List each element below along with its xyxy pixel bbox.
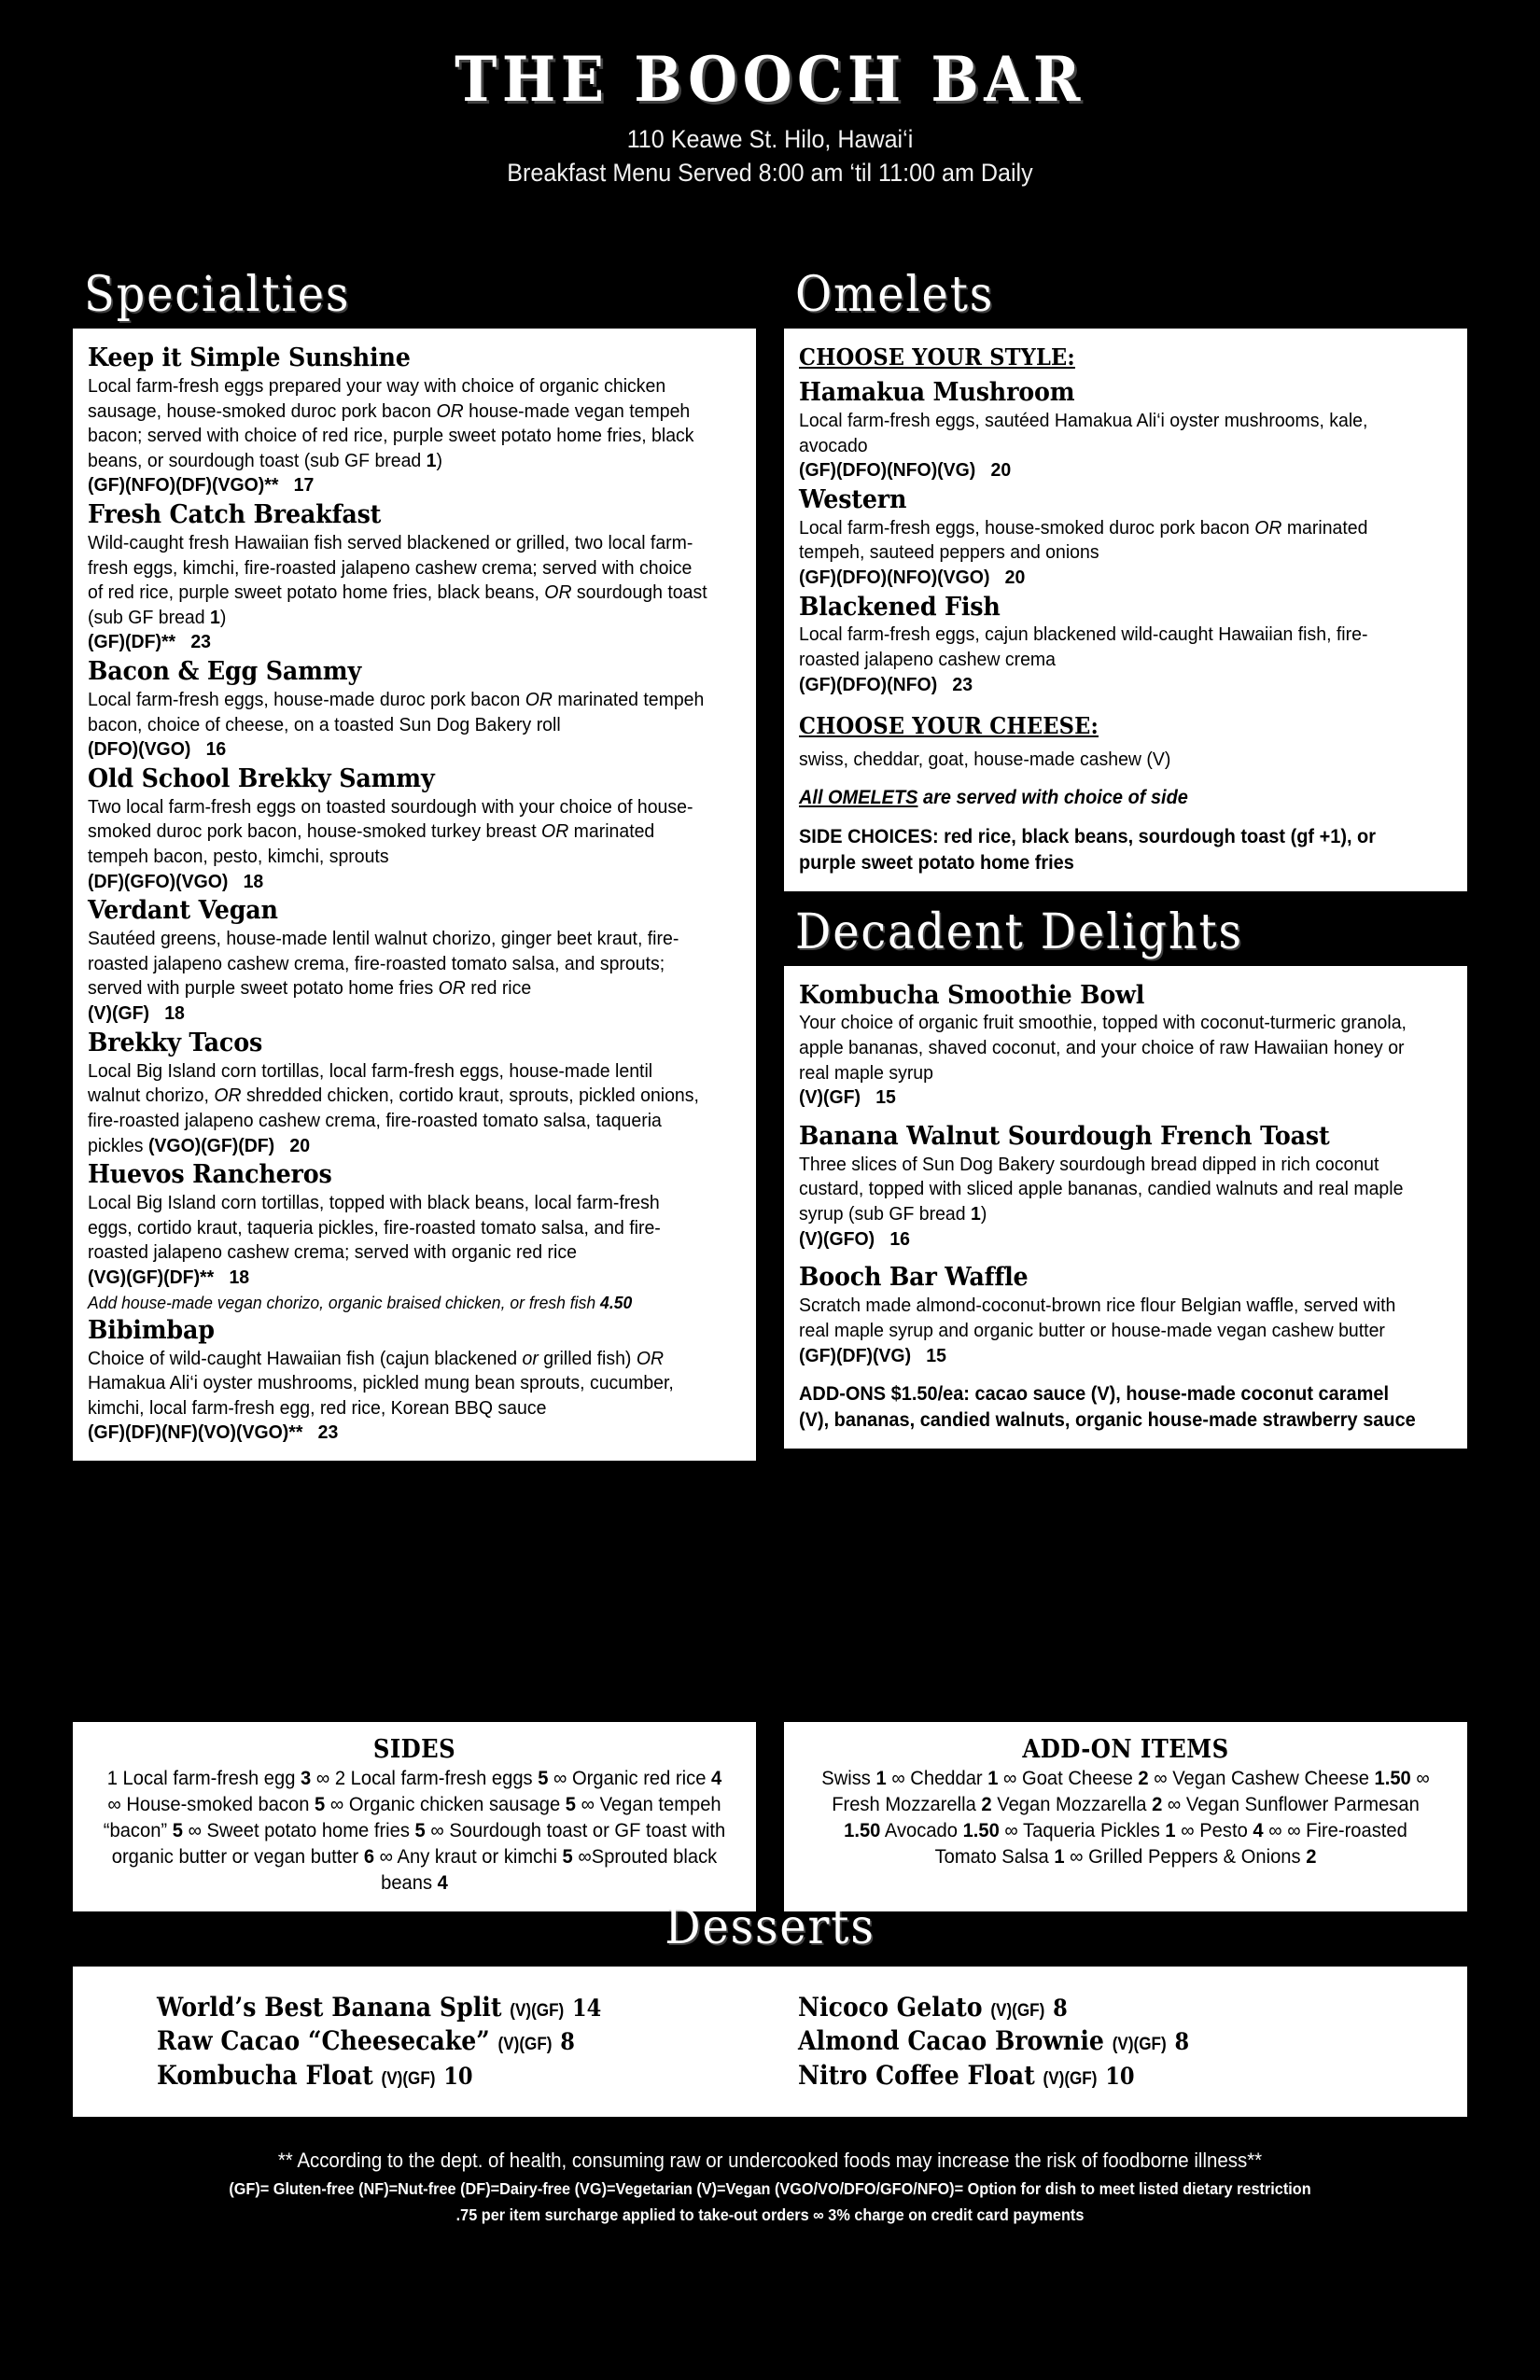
dessert-item-price: 8 [560, 2028, 575, 2056]
dessert-item [798, 2059, 1400, 2093]
menu-item [88, 1160, 741, 1313]
menu-item-tags-and-price: (DF)(GFO)(VGO) 18 [88, 870, 264, 892]
dessert-item-tags: (V)(GF) [1043, 2068, 1098, 2089]
footer-surcharge: .75 per item surcharge applied to take-out orders ∞ 3% charge on credit card payments [455, 2205, 1085, 2224]
menu-item [799, 378, 1452, 483]
menu-item [88, 764, 741, 894]
dessert-item-price: 14 [571, 1995, 602, 2022]
menu-item [88, 1029, 741, 1158]
menu-item-tags-and-price: (GF)(DF)** 23 [88, 631, 212, 653]
menu-item-description: Local farm-fresh eggs prepared your way with choice of organic chicken sausage, house-smoked duroc pork bacon OR house-made vegan tempeh bacon; served with choice of red rice, purple sweet potato home fries, black beans, or sourdough toast (sub GF bread 1) [88, 374, 694, 471]
desserts-section [0, 1899, 1540, 2117]
omelets-panel [784, 329, 1467, 891]
menu-item-name: Huevos Rancheros [88, 1160, 332, 1190]
dessert-item-price: 8 [1174, 2028, 1190, 2056]
menu-item [88, 896, 741, 1026]
choose-your-style-heading: CHOOSE YOUR STYLE: [799, 343, 1075, 371]
decadent-delights-panel [784, 966, 1467, 1449]
menu-item-tags: (VGO)(GF)(DF) [147, 1134, 275, 1156]
dessert-item-tags: (V)(GF) [381, 2068, 436, 2089]
menu-item [799, 1122, 1452, 1252]
dessert-item-name: Almond Cacao Brownie [798, 2025, 1104, 2057]
menu-item [799, 593, 1452, 698]
spacer [799, 772, 1452, 785]
section-title-omelets: Omelets [795, 267, 995, 323]
section-title-decadent-delights: Decadent Delights [795, 903, 1243, 960]
addon-items-box-body: Swiss 1 ∞ Cheddar 1 ∞ Goat Cheese 2 ∞ Vegan Cashew Cheese 1.50 ∞ Fresh Mozzarella 2 Vegan Mozzarella 2 ∞ Vegan Sunflower Parmesan 1.50 Avocado 1.50 ∞ Taqueria Pickles 1 ∞ Pesto 4 ∞ ∞ Fire-roasted Tomato Salsa 1 ∞ Grilled Peppers & Onions 2 [821, 1768, 1430, 1868]
dessert-item-tags: (V)(GF) [1112, 2035, 1167, 2055]
menu-item-description: Local farm-fresh eggs, cajun blackened wild-caught Hawaiian fish, fire-roasted jalapeno cashew crema [799, 623, 1368, 671]
menu-item [799, 485, 1452, 591]
desserts-right-column [770, 1991, 1467, 2093]
dessert-item [798, 1991, 1400, 2024]
menu-item-tags-and-price: (V)(GF) 15 [799, 1086, 896, 1109]
section-title-specialties: Specialties [84, 267, 351, 323]
menu-item-description: Local Big Island corn tortillas, local farm-fresh eggs, house-made lentil walnut chorizo, OR shredded chicken, cortido kraut, sprouts, pickled onions, fire-roasted jalapeno cashew crema, fire-roasted tomato salsa, taqueria pickles (VGO)(GF)(DF) 20 [88, 1059, 699, 1156]
menu-item-name: Western [799, 484, 907, 514]
menu-item-tags-and-price: (GF)(DF)(VG) 15 [799, 1344, 946, 1366]
dessert-item-tags: (V)(GF) [510, 2001, 565, 2021]
menu-footer [0, 2145, 1540, 2228]
menu-item-description: Choice of wild-caught Hawaiian fish (cajun blackened or grilled fish) OR Hamakua Ali‘i oyster mushrooms, pickled mung bean sprouts, cucumber, kimchi, local farm-fresh egg, red rice, Korean BBQ sauce [88, 1347, 674, 1419]
menu-item-description: Scratch made almond-coconut-brown rice flour Belgian waffle, served with real maple syrup and organic butter or house-made vegan cashew butter [799, 1295, 1396, 1341]
column-left [73, 267, 756, 1461]
bottom-boxes-row [73, 1722, 1467, 1911]
spacer [799, 697, 1452, 710]
addon-items-box-title: ADD-ON ITEMS [1022, 1735, 1229, 1764]
menu-item-name: Hamakua Mushroom [799, 378, 1075, 407]
dessert-item [157, 2059, 708, 2093]
dessert-item-name: World’s Best Banana Split [157, 1992, 502, 2023]
menu-item-name: Bibimbap [88, 1315, 215, 1345]
menu-item-price: 20 [289, 1134, 311, 1156]
omelets-item-list [799, 378, 1452, 697]
specialties-panel [73, 329, 756, 1461]
spacer [799, 1368, 1452, 1381]
sides-box [73, 1722, 756, 1911]
dessert-item-tags: (V)(GF) [990, 2001, 1045, 2021]
dessert-item-price: 8 [1053, 1995, 1068, 2022]
menu-item-name: Brekky Tacos [88, 1028, 263, 1057]
menu-item-tags-and-price: (V)(GFO) 16 [799, 1227, 911, 1250]
menu-item-name: Keep it Simple Sunshine [88, 343, 411, 372]
omelets-side-choices: SIDE CHOICES: red rice, black beans, sourdough toast (gf +1), or purple sweet potato home fries [799, 826, 1377, 874]
choose-your-cheese-heading: CHOOSE YOUR CHEESE: [799, 712, 1099, 740]
specialties-item-list [88, 343, 741, 1446]
decadent-item-list [799, 981, 1452, 1369]
section-title-desserts: Desserts [665, 1899, 875, 1955]
dessert-item-price: 10 [1105, 2062, 1135, 2090]
menu-item-name: Kombucha Smoothie Bowl [799, 980, 1145, 1010]
dessert-item-name: Kombucha Float [157, 2059, 373, 2091]
dessert-item-tags: (V)(GF) [497, 2035, 553, 2055]
dessert-item-name: Raw Cacao “Cheesecake” [157, 2025, 490, 2057]
menu-header [0, 0, 1540, 189]
menu-item-name: Bacon & Egg Sammy [88, 657, 362, 687]
menu-item-name: Blackened Fish [799, 592, 1001, 622]
menu-columns [73, 267, 1467, 1461]
menu-item-name: Banana Walnut Sourdough French Toast [799, 1121, 1330, 1151]
page-title: THE BOOCH BAR [455, 43, 1085, 116]
dessert-item [157, 1991, 708, 2024]
dessert-item [798, 2024, 1400, 2058]
dessert-item [157, 2024, 708, 2058]
menu-item [799, 981, 1452, 1111]
menu-item-name: Verdant Vegan [88, 896, 278, 926]
address-line: 110 Keawe St. Hilo, Hawai‘i [626, 125, 914, 153]
menu-item-tags-and-price: (VG)(GF)(DF)** 18 [88, 1266, 250, 1288]
menu-item-tags-and-price: (DFO)(VGO) 16 [88, 738, 227, 761]
menu-item [88, 500, 741, 655]
menu-item-description: Local farm-fresh eggs, house-made duroc pork bacon OR marinated tempeh bacon, choice of cheese, on a toasted Sun Dog Bakery roll [88, 688, 705, 735]
addon-items-box [784, 1722, 1467, 1911]
menu-item-tags-and-price: (GF)(DFO)(NFO) 23 [799, 673, 973, 695]
menu-item-description: Sautéed greens, house-made lentil walnut chorizo, ginger beet kraut, fire-roasted jalapeno cashew crema, fire-roasted tomato salsa, and sprouts; served with purple sweet potato home fries OR red rice [88, 928, 679, 1000]
menu-item-description: Local farm-fresh eggs, sautéed Hamakua Ali‘i oyster mushrooms, kale, avocado [799, 409, 1368, 456]
menu-item-description: Your choice of organic fruit smoothie, topped with coconut-turmeric granola, apple bananas, shaved coconut, and your choice of raw Hawaiian honey or real maple syrup [799, 1012, 1407, 1084]
column-right [784, 267, 1467, 1449]
menu-item-description: Local Big Island corn tortillas, topped with black beans, local farm-fresh eggs, cortido kraut, taqueria pickles, fire-roasted tomato salsa, and fire-roasted jalapeno cashew crema; served with organic red rice [88, 1192, 661, 1264]
menu-item-tags-and-price: (V)(GF) 18 [88, 1002, 185, 1025]
menu-item-description: Three slices of Sun Dog Bakery sourdough bread dipped in rich coconut custard, topped with sliced apple bananas, candied walnuts and real maple syrup (sub GF bread 1) [799, 1153, 1404, 1225]
decadent-addons-note: ADD-ONS $1.50/ea: cacao sauce (V), house-made coconut caramel (V), bananas, candied walnuts, organic house-made strawberry sauce [799, 1383, 1416, 1431]
menu-item-tags-and-price: (GF)(DF)(NF)(VO)(VGO)** 23 [88, 1421, 339, 1444]
dessert-item-name: Nicoco Gelato [798, 1992, 983, 2023]
menu-item-tags-and-price: (GF)(DFO)(NFO)(VGO) 20 [799, 566, 1026, 588]
menu-item [88, 657, 741, 763]
spacer [799, 811, 1452, 824]
cheese-options: swiss, cheddar, goat, house-made cashew (V) [799, 749, 1171, 771]
sides-box-title: SIDES [372, 1735, 456, 1764]
desserts-panel [73, 1967, 1467, 2117]
menu-item-note: Add house-made vegan chorizo, organic braised chicken, or fresh fish 4.50 [88, 1292, 633, 1312]
menu-item [88, 1316, 741, 1446]
menu-item-name: Old School Brekky Sammy [88, 763, 435, 793]
omelets-served-with-note: All OMELETS are served with choice of side [799, 787, 1188, 809]
menu-item-description: Local farm-fresh eggs, house-smoked duroc pork bacon OR marinated tempeh, sauteed peppers and onions [799, 516, 1368, 564]
menu-item-tags-and-price: (GF)(NFO)(DF)(VGO)** 17 [88, 474, 315, 497]
desserts-left-column [73, 1991, 770, 2093]
dessert-item-name: Nitro Coffee Float [798, 2059, 1035, 2091]
hours-line: Breakfast Menu Served 8:00 am ‘til 11:00 am Daily [507, 158, 1033, 187]
menu-item-description: Wild-caught fresh Hawaiian fish served blackened or grilled, two local farm-fresh eggs, kimchi, fire-roasted jalapeno cashew crema; served with choice of red rice, purple sweet potato home fries, black beans, OR sourdough toast (sub GF bread 1) [88, 531, 707, 628]
menu-item-tags-and-price: (GF)(DFO)(NFO)(VG) 20 [799, 459, 1012, 482]
sides-box-body: 1 Local farm-fresh egg 3 ∞ 2 Local farm-fresh eggs 5 ∞ Organic red rice 4 ∞ House-smoked bacon 5 ∞ Organic chicken sausage 5 ∞ Vegan tempeh “bacon” 5 ∞ Sweet potato home fries 5 ∞ Sourdough toast or GF toast with organic butter or vegan butter 6 ∞ Any kraut or kimchi 5 ∞Sprouted black beans 4 [103, 1768, 726, 1894]
menu-item-name: Fresh Catch Breakfast [88, 500, 382, 530]
footer-disclaimer: ** According to the dept. of health, consuming raw or undercooked foods may increase the risk of foodborne illness** [277, 2149, 1263, 2172]
footer-legend: (GF)= Gluten-free (NF)=Nut-free (DF)=Dairy-free (VG)=Vegetarian (V)=Vegan (VGO/VO/DFO/GFO/NFO)= Option for dish to meet listed dietary restriction [229, 2179, 1311, 2198]
menu-item-description: Two local farm-fresh eggs on toasted sourdough with your choice of house-smoked duroc pork bacon, house-smoked turkey breast OR marinated tempeh bacon, pesto, kimchi, sprouts [88, 795, 693, 868]
menu-item [88, 343, 741, 498]
menu-item-name: Booch Bar Waffle [799, 1263, 1029, 1293]
menu-item [799, 1263, 1452, 1368]
dessert-item-price: 10 [443, 2062, 473, 2090]
